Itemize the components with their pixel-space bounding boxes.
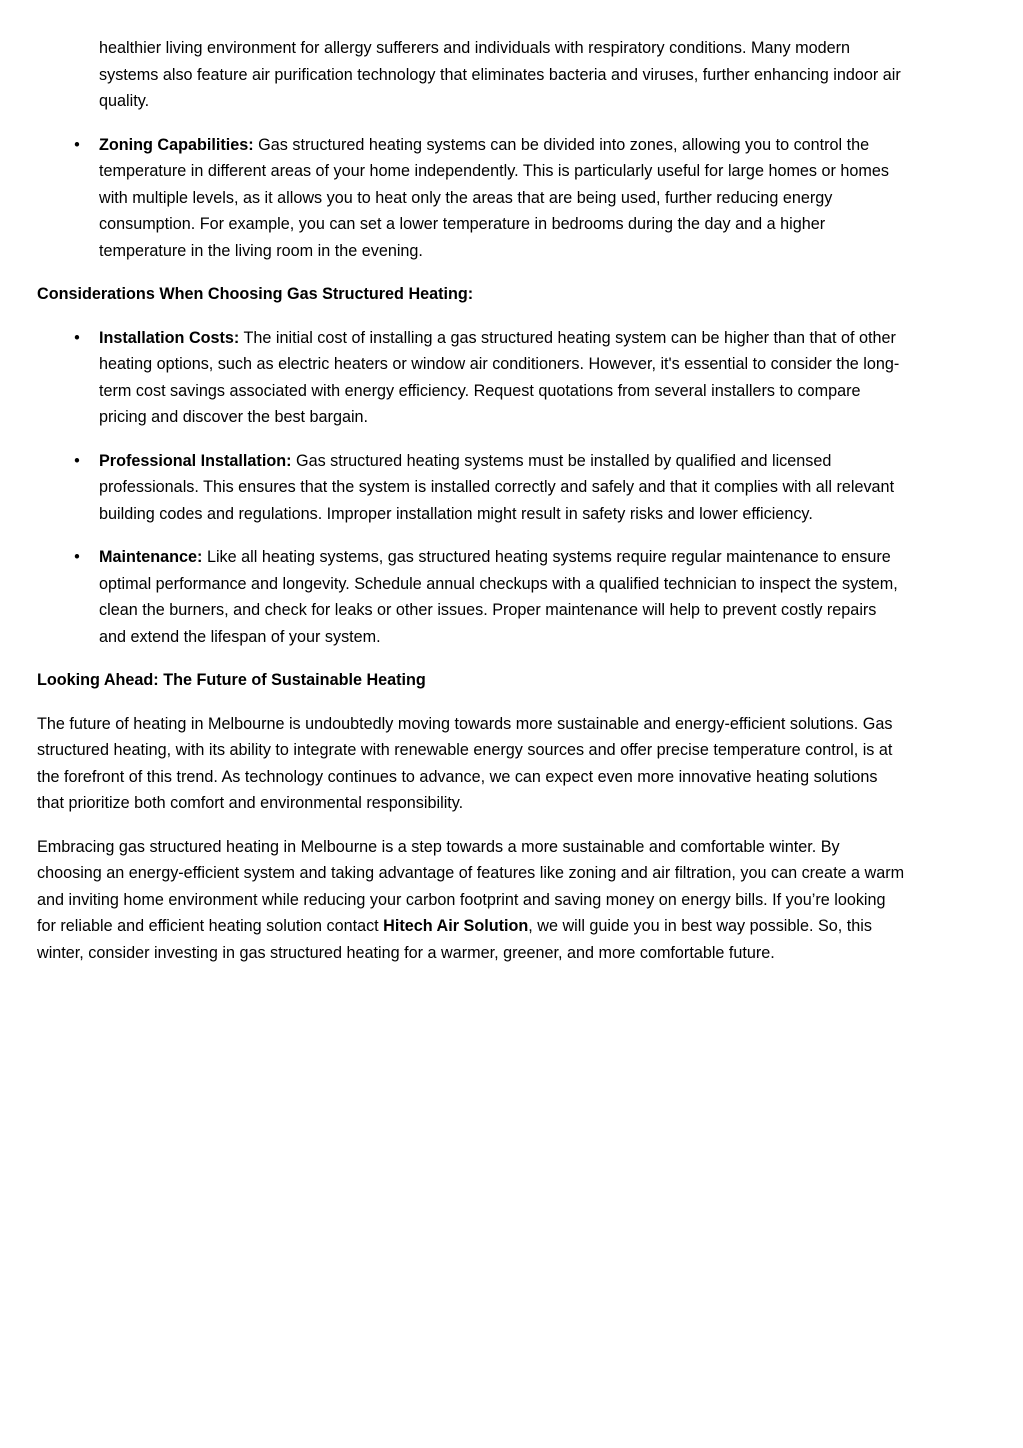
bullet-icon: • — [74, 328, 80, 347]
future-paragraph: The future of heating in Melbourne is undoubtedly moving towards more sustainable and energy-efficient solutions. Gas structured heating, with its ability to integrate with renewable energy sources and offer precise temperature control, is at the forefront of this trend. As technology continues to advance, we can expect even more innovative heating solutions that prioritize both comfort and environmental responsibility. — [37, 714, 893, 812]
list-item-title: Zoning Capabilities: — [99, 135, 254, 154]
list-item-title: Installation Costs: — [99, 328, 240, 347]
list-item-installation-costs — [37, 325, 907, 431]
document-page — [37, 35, 907, 983]
intro-continuation-text: healthier living environment for allergy sufferers and individuals with respiratory conditions. Many modern systems also feature air purification technology that eliminates bacteria and viruses, further enhancing indoor air quality. — [99, 39, 901, 110]
list-item-text: Gas structured heating systems must be installed by qualified and licensed professionals. This ensures that the system is installed correctly and safely and that it complies with all relevant building codes and regulations. Improper installation might result in safety risks and lower efficiency. — [99, 451, 895, 523]
list-item-title: Professional Installation: — [99, 451, 292, 470]
bullet-icon: • — [74, 451, 80, 470]
closing-text-before: Embracing gas structured heating in Melbourne is a step towards a more sustainable and comfortable winter. By choosing an energy-efficient system and taking advantage of features like zoning and air filtration, you can create a warm and inviting home environment while reducing your carbon footprint and saving money on energy bills. If you’re looking for reliable and efficient heating solution contact — [37, 837, 905, 935]
closing-text-after: , we will guide you in best way possible. So, this winter, consider investing in gas structured heating for a warmer, greener, and more comfortable future. — [37, 917, 872, 962]
list-item-title: Maintenance: — [99, 548, 203, 566]
list-item-professional-installation — [37, 448, 907, 528]
list-item-text: Gas structured heating systems can be divided into zones, allowing you to control the temperature in different areas of your home independently. This is particularly useful for large homes or homes with multiple levels, as it allows you to heat only the areas that are being used, further reducing energy consumption. For example, you can set a lower temperature in bedrooms during the day and a higher temperature in the living room in the evening. — [99, 135, 890, 260]
list-item-zoning — [37, 132, 907, 265]
closing-paragraph — [37, 834, 907, 967]
bullet-icon: • — [74, 548, 80, 566]
brand-name: Hitech Air Solution — [383, 917, 529, 935]
list-item-text: Like all heating systems, gas structured heating systems require regular maintenance to ensure optimal performance and longevity. Schedule annual checkups with a qualified technician to inspect the system, clean the burners, and check for leaks or other issues. Proper maintenance will help to prevent costly repairs and extend the lifespan of your system. — [99, 548, 898, 646]
list-item-text: The initial cost of installing a gas structured heating system can be higher than that of other heating options, such as electric heaters or window air conditioners. However, it's essential to consider the long-term cost savings associated with energy efficiency. Request quotations from several installers to compare pricing and discover the best bargain. — [99, 328, 900, 426]
future-heading: Looking Ahead: The Future of Sustainable Heating — [37, 671, 426, 689]
bullet-icon: • — [74, 135, 80, 154]
list-item-maintenance — [37, 544, 907, 650]
considerations-heading: Considerations When Choosing Gas Structured Heating: — [37, 285, 474, 303]
